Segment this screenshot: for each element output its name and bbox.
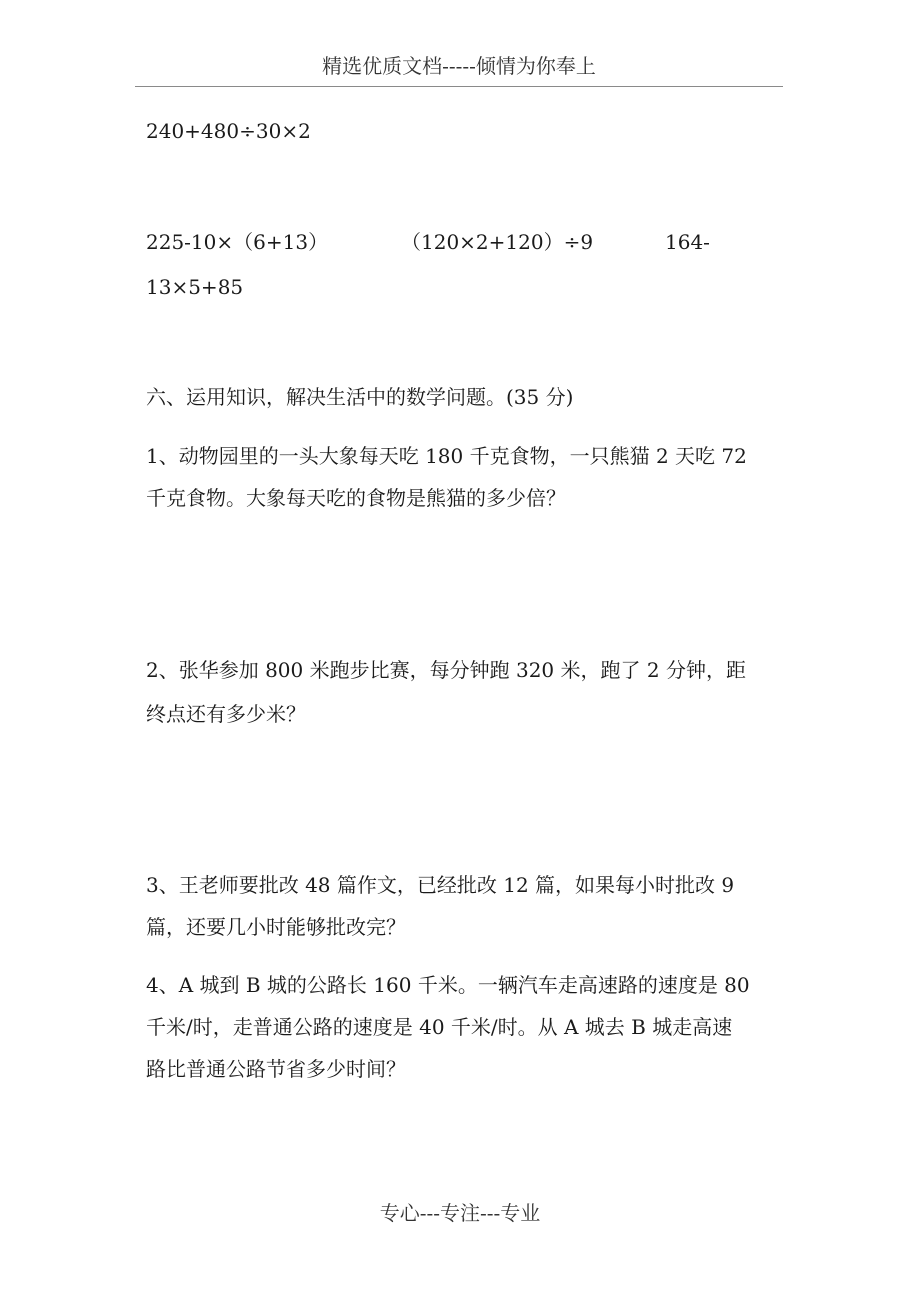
calc-expression-1: 240+480÷30×2 xyxy=(146,119,311,143)
question-1-line-2: 千克食物。大象每天吃的食物是熊猫的多少倍？ xyxy=(146,486,566,510)
section-heading: 六、运用知识，解决生活中的数学问题。(35 分) xyxy=(146,385,574,409)
question-4-line-1: 4、A 城到 B 城的公路长 160 千米。一辆汽车走高速路的速度是 80 xyxy=(146,973,750,997)
calc-expression-2: 225-10×（6+13） xyxy=(146,230,329,254)
question-3-line-2: 篇，还要几小时能够批改完？ xyxy=(146,915,406,939)
question-1-line-1: 1、动物园里的一头大象每天吃 180 千克食物，一只熊猫 2 天吃 72 xyxy=(146,444,747,468)
question-4-line-3: 路比普通公路节省多少时间？ xyxy=(146,1057,406,1081)
question-4-line-2: 千米/时，走普通公路的速度是 40 千米/时。从 A 城去 B 城走高速 xyxy=(146,1015,733,1039)
calc-expression-row xyxy=(146,228,786,256)
calc-expression-3: （120×2+120）÷9 xyxy=(401,230,594,254)
calc-expression-4-end: 13×5+85 xyxy=(146,275,244,299)
calc-expression-4-start: 164- xyxy=(665,230,710,254)
page-header: 精选优质文档-----倾情为你奉上 xyxy=(135,50,783,87)
page-footer: 专心---专注---专业 xyxy=(379,1201,541,1225)
question-2-line-2: 终点还有多少米？ xyxy=(146,702,306,726)
question-3-line-1: 3、王老师要批改 48 篇作文，已经批改 12 篇，如果每小时批改 9 xyxy=(146,873,735,897)
question-2-line-1: 2、张华参加 800 米跑步比赛，每分钟跑 320 米，跑了 2 分钟，距 xyxy=(146,658,746,682)
